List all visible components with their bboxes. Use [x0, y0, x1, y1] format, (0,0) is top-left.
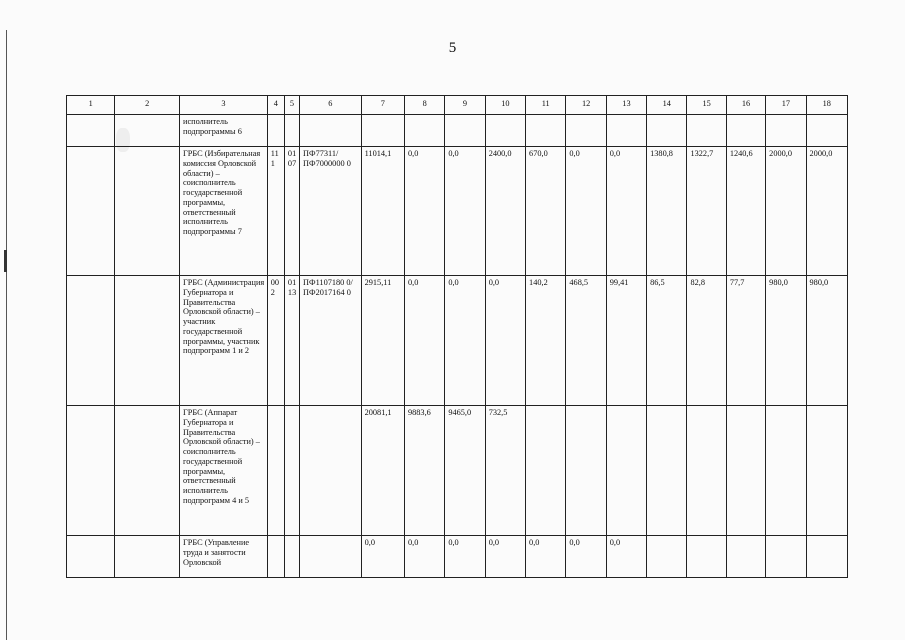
table-row	[67, 406, 848, 536]
table-cell	[404, 115, 444, 147]
scan-mark	[4, 250, 7, 272]
budget-table	[66, 95, 848, 578]
table-cell	[766, 406, 806, 536]
table-cell: 99,41	[606, 276, 646, 406]
table-cell: 0,0	[404, 147, 444, 276]
table-cell: 0,0	[566, 147, 606, 276]
table-cell	[806, 115, 847, 147]
table-cell: 0,0	[566, 536, 606, 578]
column-header: 10	[485, 96, 525, 115]
table-cell: 1380,8	[647, 147, 687, 276]
table-cell	[115, 406, 180, 536]
table-cell: 980,0	[766, 276, 806, 406]
table-cell	[67, 147, 115, 276]
table-cell	[526, 406, 566, 536]
table-cell	[566, 115, 606, 147]
table-cell: 0,0	[404, 276, 444, 406]
table-cell: 0,0	[606, 147, 646, 276]
table-cell	[606, 406, 646, 536]
table-cell: 2915,11	[361, 276, 404, 406]
column-header: 15	[687, 96, 726, 115]
table-cell	[687, 536, 726, 578]
table-cell: 2000,0	[766, 147, 806, 276]
table-cell	[115, 536, 180, 578]
table-cell: 0,0	[445, 536, 485, 578]
table-cell: 0,0	[361, 536, 404, 578]
table-cell	[726, 115, 765, 147]
table-cell	[726, 406, 765, 536]
table-cell	[284, 406, 299, 536]
table-cell	[485, 115, 525, 147]
table-row	[67, 536, 848, 578]
table-cell	[647, 406, 687, 536]
table-cell: ПФ77311/ ПФ7000000 0	[300, 147, 362, 276]
table-cell	[361, 115, 404, 147]
table-cell	[766, 115, 806, 147]
table-cell: ПФ1107180 0/ ПФ2017164 0	[300, 276, 362, 406]
table-cell: 86,5	[647, 276, 687, 406]
table-cell: 82,8	[687, 276, 726, 406]
table-cell: 0,0	[485, 536, 525, 578]
column-header: 1	[67, 96, 115, 115]
table-cell	[300, 115, 362, 147]
table-cell	[806, 406, 847, 536]
column-header: 16	[726, 96, 765, 115]
table-row	[67, 147, 848, 276]
table-cell: 0,0	[526, 536, 566, 578]
table-cell	[284, 536, 299, 578]
table-cell	[606, 115, 646, 147]
table-cell	[526, 115, 566, 147]
column-header: 14	[647, 96, 687, 115]
table-cell: 0,0	[485, 276, 525, 406]
column-header: 3	[180, 96, 268, 115]
table-cell	[267, 406, 284, 536]
table-cell	[67, 276, 115, 406]
table-cell	[566, 406, 606, 536]
table-cell	[300, 536, 362, 578]
table-cell: 0,0	[445, 147, 485, 276]
column-header: 7	[361, 96, 404, 115]
table-row	[67, 276, 848, 406]
table-cell: ГРБС (Избирательная комиссия Орловской области) – соисполнитель государственной программы, ответственный исполнитель подпрограммы 7	[180, 147, 268, 276]
table-cell: 0,0	[445, 276, 485, 406]
table-cell	[267, 115, 284, 147]
table-cell	[445, 115, 485, 147]
column-header: 18	[806, 96, 847, 115]
table-cell: 468,5	[566, 276, 606, 406]
table-cell	[726, 536, 765, 578]
table-cell: 9883,6	[404, 406, 444, 536]
column-header: 6	[300, 96, 362, 115]
table-cell	[267, 536, 284, 578]
table-cell: ГРБС (Администрация Губернатора и Правительства Орловской области) – участник государственной программы, участник подпрограмм 1 и 2	[180, 276, 268, 406]
column-header: 13	[606, 96, 646, 115]
table-cell	[284, 115, 299, 147]
table-header-row	[67, 96, 848, 115]
table-cell: 0,0	[606, 536, 646, 578]
table-cell: 11014,1	[361, 147, 404, 276]
table-cell	[647, 115, 687, 147]
table-cell: 2000,0	[806, 147, 847, 276]
table-cell	[647, 536, 687, 578]
table-cell: 002	[267, 276, 284, 406]
scan-edge-line	[6, 30, 7, 640]
column-header: 9	[445, 96, 485, 115]
table-cell	[766, 536, 806, 578]
table-cell	[67, 536, 115, 578]
table-cell	[687, 406, 726, 536]
column-header: 17	[766, 96, 806, 115]
table-cell: 9465,0	[445, 406, 485, 536]
table-cell: 140,2	[526, 276, 566, 406]
column-header: 5	[284, 96, 299, 115]
table-cell	[300, 406, 362, 536]
table-row	[67, 115, 848, 147]
table-cell: 1240,6	[726, 147, 765, 276]
table-cell	[806, 536, 847, 578]
column-header: 2	[115, 96, 180, 115]
table-body	[67, 96, 848, 578]
table-cell: 1322,7	[687, 147, 726, 276]
table-cell: 2400,0	[485, 147, 525, 276]
table-cell: 20081,1	[361, 406, 404, 536]
table-cell: ГРБС (Аппарат Губернатора и Правительства Орловской области) – соисполнитель государственной программы, ответственный исполнитель подпрограмм 4 и 5	[180, 406, 268, 536]
table-cell: 01 13	[284, 276, 299, 406]
table-cell	[67, 115, 115, 147]
table-cell: 111	[267, 147, 284, 276]
table-cell: 01 07	[284, 147, 299, 276]
scan-smudge	[116, 128, 130, 152]
table-cell	[687, 115, 726, 147]
table-cell: 77,7	[726, 276, 765, 406]
table-cell: исполнитель подпрограммы 6	[180, 115, 268, 147]
page-number: 5	[448, 40, 457, 56]
column-header: 12	[566, 96, 606, 115]
table-cell	[115, 276, 180, 406]
column-header: 4	[267, 96, 284, 115]
table-cell	[67, 406, 115, 536]
table-cell: 980,0	[806, 276, 847, 406]
table-cell: ГРБС (Управление труда и занятости Орловской	[180, 536, 268, 578]
table-cell: 0,0	[404, 536, 444, 578]
table-cell	[115, 147, 180, 276]
table-cell: 670,0	[526, 147, 566, 276]
column-header: 8	[404, 96, 444, 115]
column-header: 11	[526, 96, 566, 115]
table-cell: 732,5	[485, 406, 525, 536]
